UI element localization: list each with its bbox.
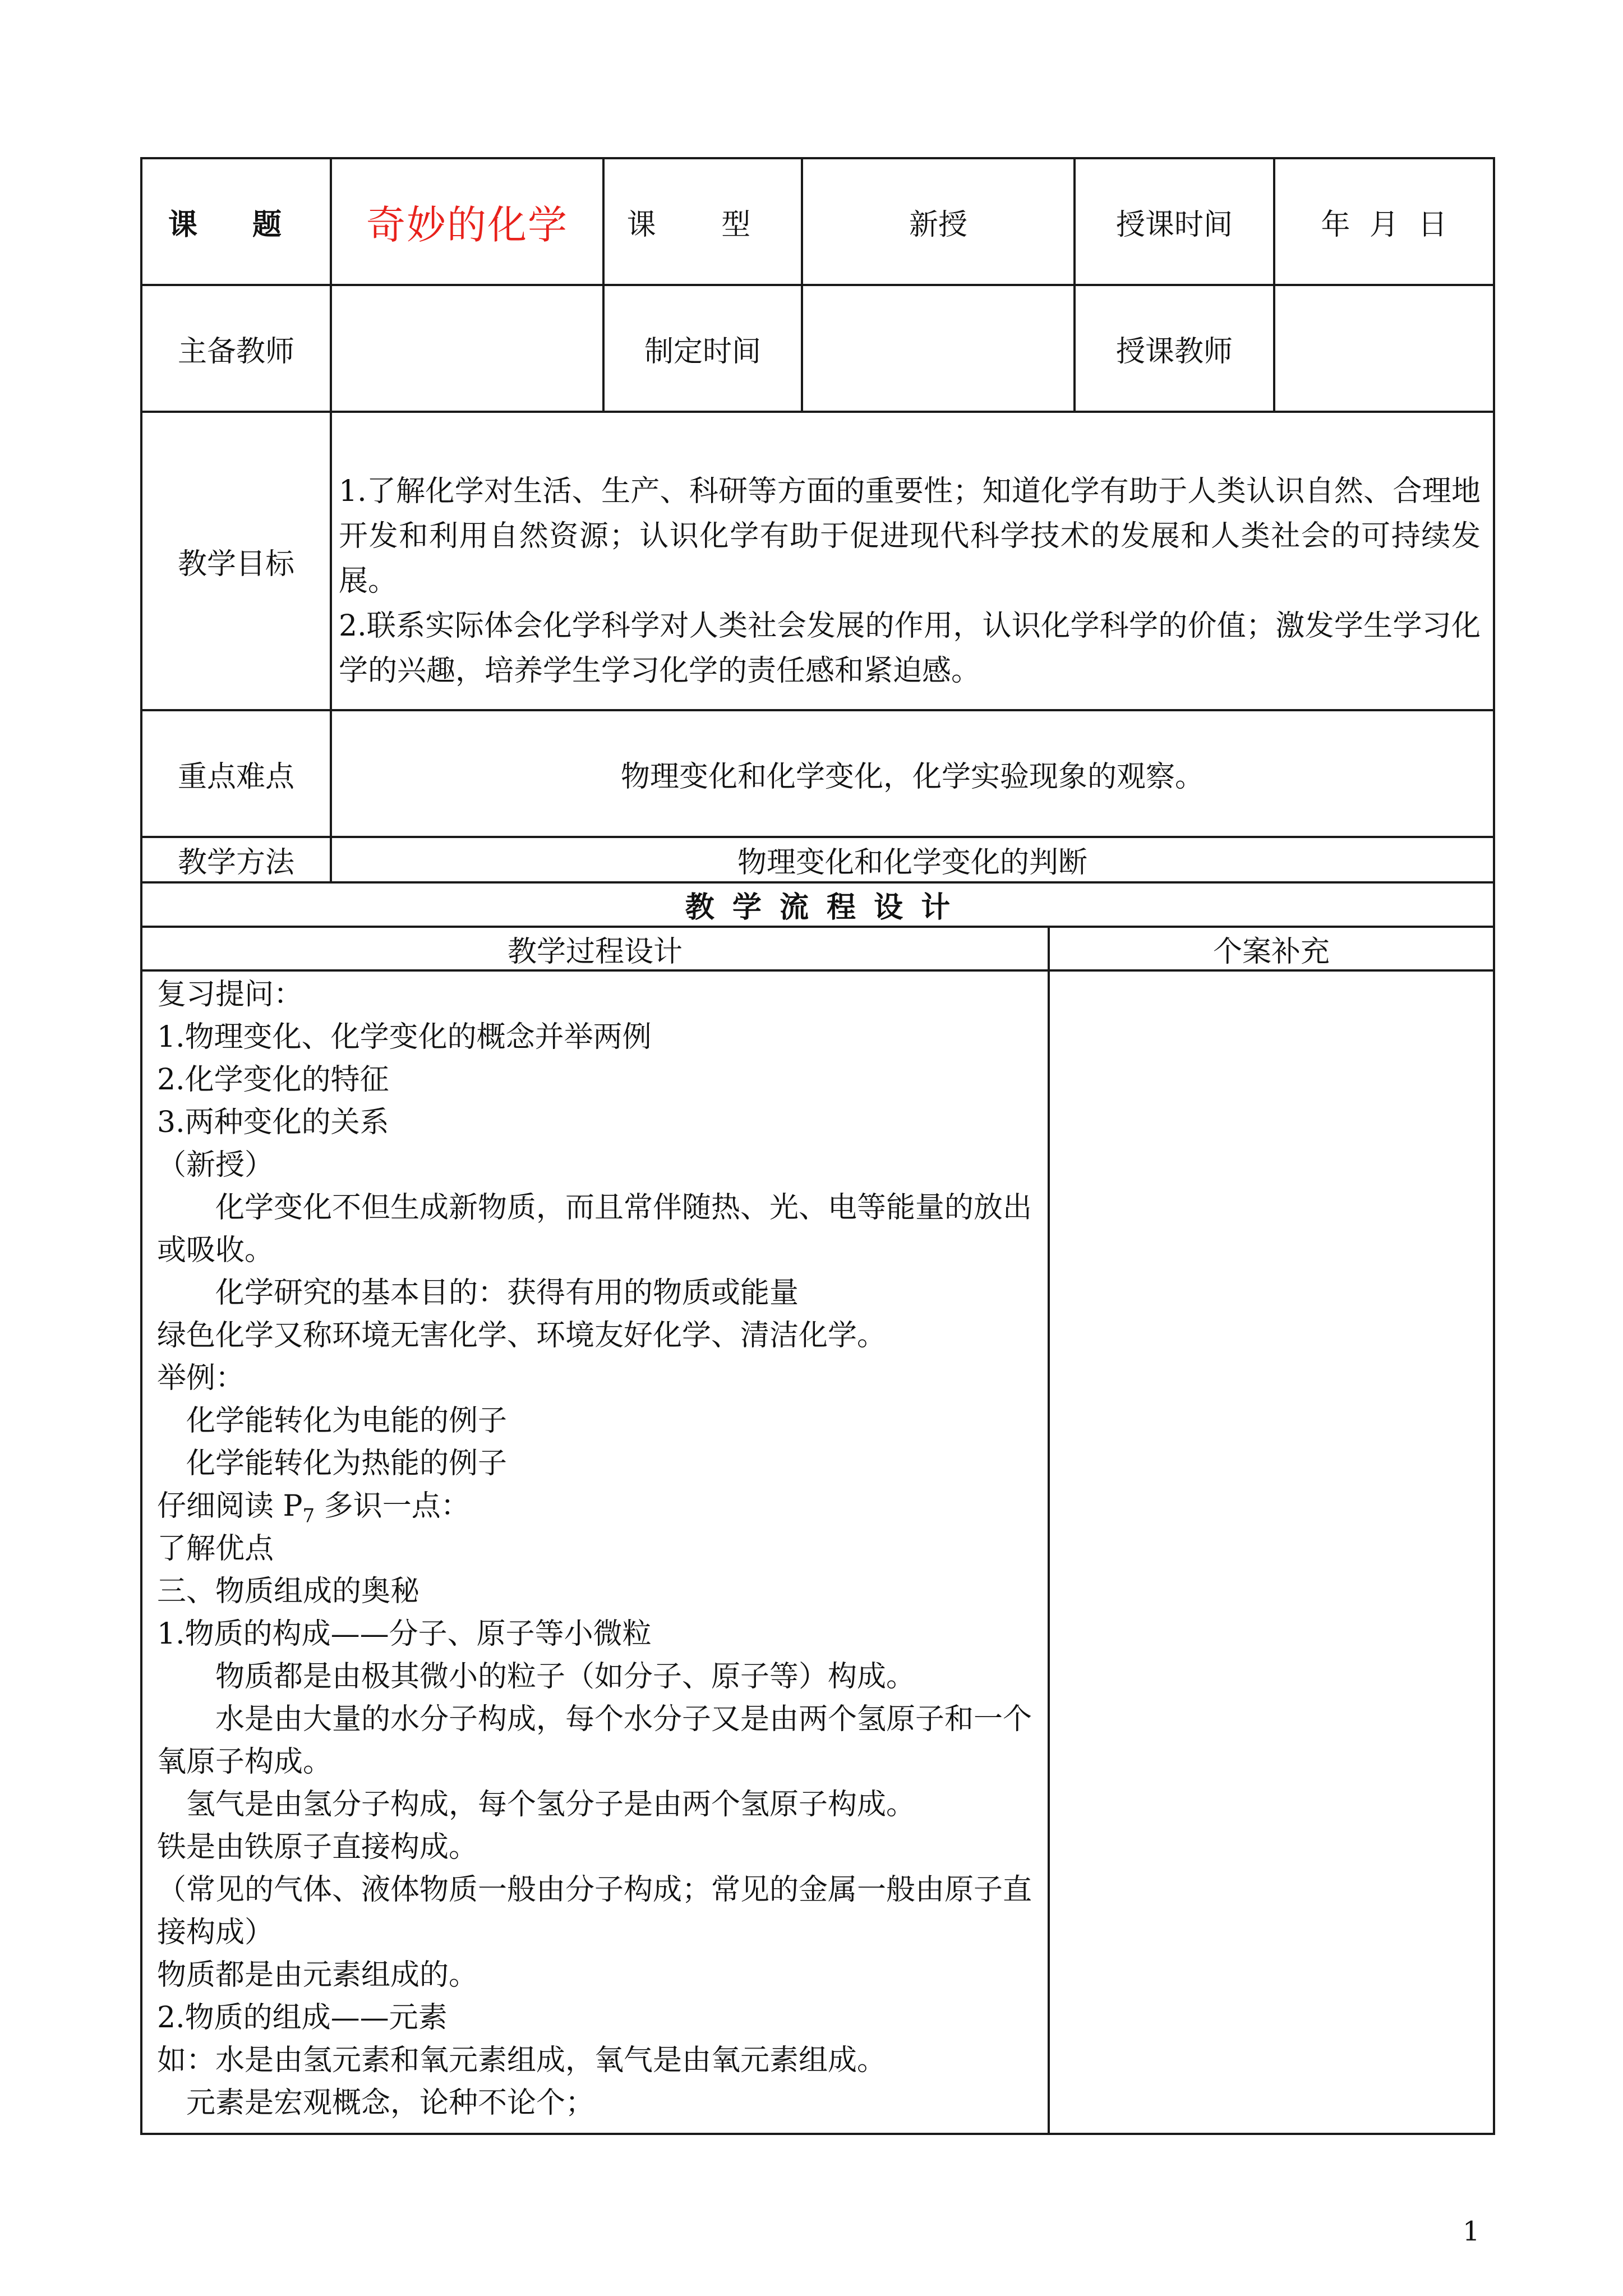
process-line-7: 或吸收。	[157, 1234, 274, 1267]
type-label: 课 型	[626, 208, 779, 242]
method-value: 物理变化和化学变化的判断	[737, 846, 1087, 880]
lead-teacher-value	[332, 286, 602, 411]
process-line-21: 铁是由铁原子直接构成。	[157, 1830, 478, 1864]
process-line-11: 化学能转化为电能的例子	[157, 1404, 508, 1438]
process-line-14: 了解优点	[157, 1532, 274, 1566]
made-time-value	[803, 286, 1073, 411]
process-line-18: 水是由大量的水分子构成，每个水分子又是由两个氢原子和一个	[157, 1703, 1032, 1736]
process-line-12: 化学能转化为热能的例子	[157, 1447, 508, 1480]
row-divider-2	[140, 411, 1495, 413]
process-line-5: （新授）	[157, 1148, 274, 1182]
process-line-22: （常见的气体、液体物质一般由分子构成；常见的金属一般由原子直	[157, 1873, 1032, 1907]
type-value: 新授	[909, 208, 967, 242]
goal-item-2: 2.联系实际体会化学科学对人类社会发展的作用，认识化学科学的价值；激发学生学习化学的兴趣，培养学生学习化学的责任感和紧迫感。	[339, 609, 1481, 688]
goal-item-1: 1.了解化学对生活、生产、科研等方面的重要性；知道化学有助于人类认识自然、合理地开发和利用自然资源；认识化学有助于促进现代科学技术的发展和人类社会的可持续发展。	[339, 475, 1481, 598]
process-line-1: 复习提问：	[157, 978, 303, 1011]
process-line-17: 物质都是由极其微小的粒子（如分子、原子等）构成。	[157, 1660, 916, 1694]
flow-heading: 教 学 流 程 设 计	[685, 890, 951, 924]
topic-label: 课 题	[168, 207, 305, 242]
process-line-10: 举例：	[157, 1361, 245, 1395]
read-ref-tail: 多识一点：	[324, 1489, 470, 1523]
col-header-process: 教学过程设计	[507, 935, 683, 969]
process-line-4: 3.两种变化的关系	[157, 1106, 389, 1139]
col-divider-supplement	[1048, 926, 1050, 2135]
read-instruction: 仔细阅读	[157, 1489, 274, 1523]
lead-teacher-label: 主备教师	[177, 334, 294, 369]
goals-content	[339, 469, 1481, 693]
process-line-6: 化学变化不但生成新物质，而且常伴随热、光、电等能量的放出	[157, 1191, 1032, 1225]
process-line-2: 1.物理变化、化学变化的概念并举两例	[157, 1020, 652, 1054]
process-line-8: 化学研究的基本目的：获得有用的物质或能量	[157, 1276, 799, 1310]
teacher-label: 授课教师	[1115, 334, 1233, 369]
key-points-label: 重点难点	[177, 760, 294, 794]
page-number-footer: 1	[1463, 2216, 1480, 2247]
process-line-16: 1.物质的构成——分子、原子等小微粒	[157, 1617, 652, 1651]
time-value: 年 月 日	[1321, 208, 1447, 242]
page-ref: $P_7$	[283, 1489, 315, 1527]
teacher-value	[1275, 286, 1493, 411]
row-divider-7	[140, 969, 1495, 972]
made-time-label: 制定时间	[644, 334, 761, 369]
time-label: 授课时间	[1115, 208, 1233, 242]
process-line-15: 三、物质组成的奥秘	[157, 1575, 420, 1608]
process-line-9: 绿色化学又称环境无害化学、环境友好化学、清洁化学。	[157, 1319, 887, 1352]
process-line-19: 氧原子构成。	[157, 1745, 333, 1779]
topic-title: 奇妙的化学	[366, 201, 568, 248]
col-header-supplement: 个案补充	[1212, 935, 1330, 969]
process-line-3: 2.化学变化的特征	[157, 1063, 389, 1097]
process-line-27: 元素是宏观概念，论种不论个；	[157, 2086, 595, 2120]
process-line-20: 氢气是由氢分子构成，每个氢分子是由两个氢原子构成。	[157, 1788, 916, 1821]
process-line-26: 如：水是由氢元素和氧元素组成，氧气是由氧元素组成。	[157, 2044, 887, 2077]
process-line-23: 接构成）	[157, 1916, 274, 1949]
process-line-25: 2.物质的组成——元素	[157, 2001, 448, 2035]
table-border-bottom	[140, 2133, 1495, 2135]
method-label: 教学方法	[177, 846, 294, 880]
key-points-value: 物理变化和化学变化，化学实验现象的观察。	[620, 760, 1204, 794]
process-line-24: 物质都是由元素组成的。	[157, 1958, 478, 1992]
table-border-right	[1493, 157, 1495, 2135]
goals-label: 教学目标	[177, 547, 294, 581]
